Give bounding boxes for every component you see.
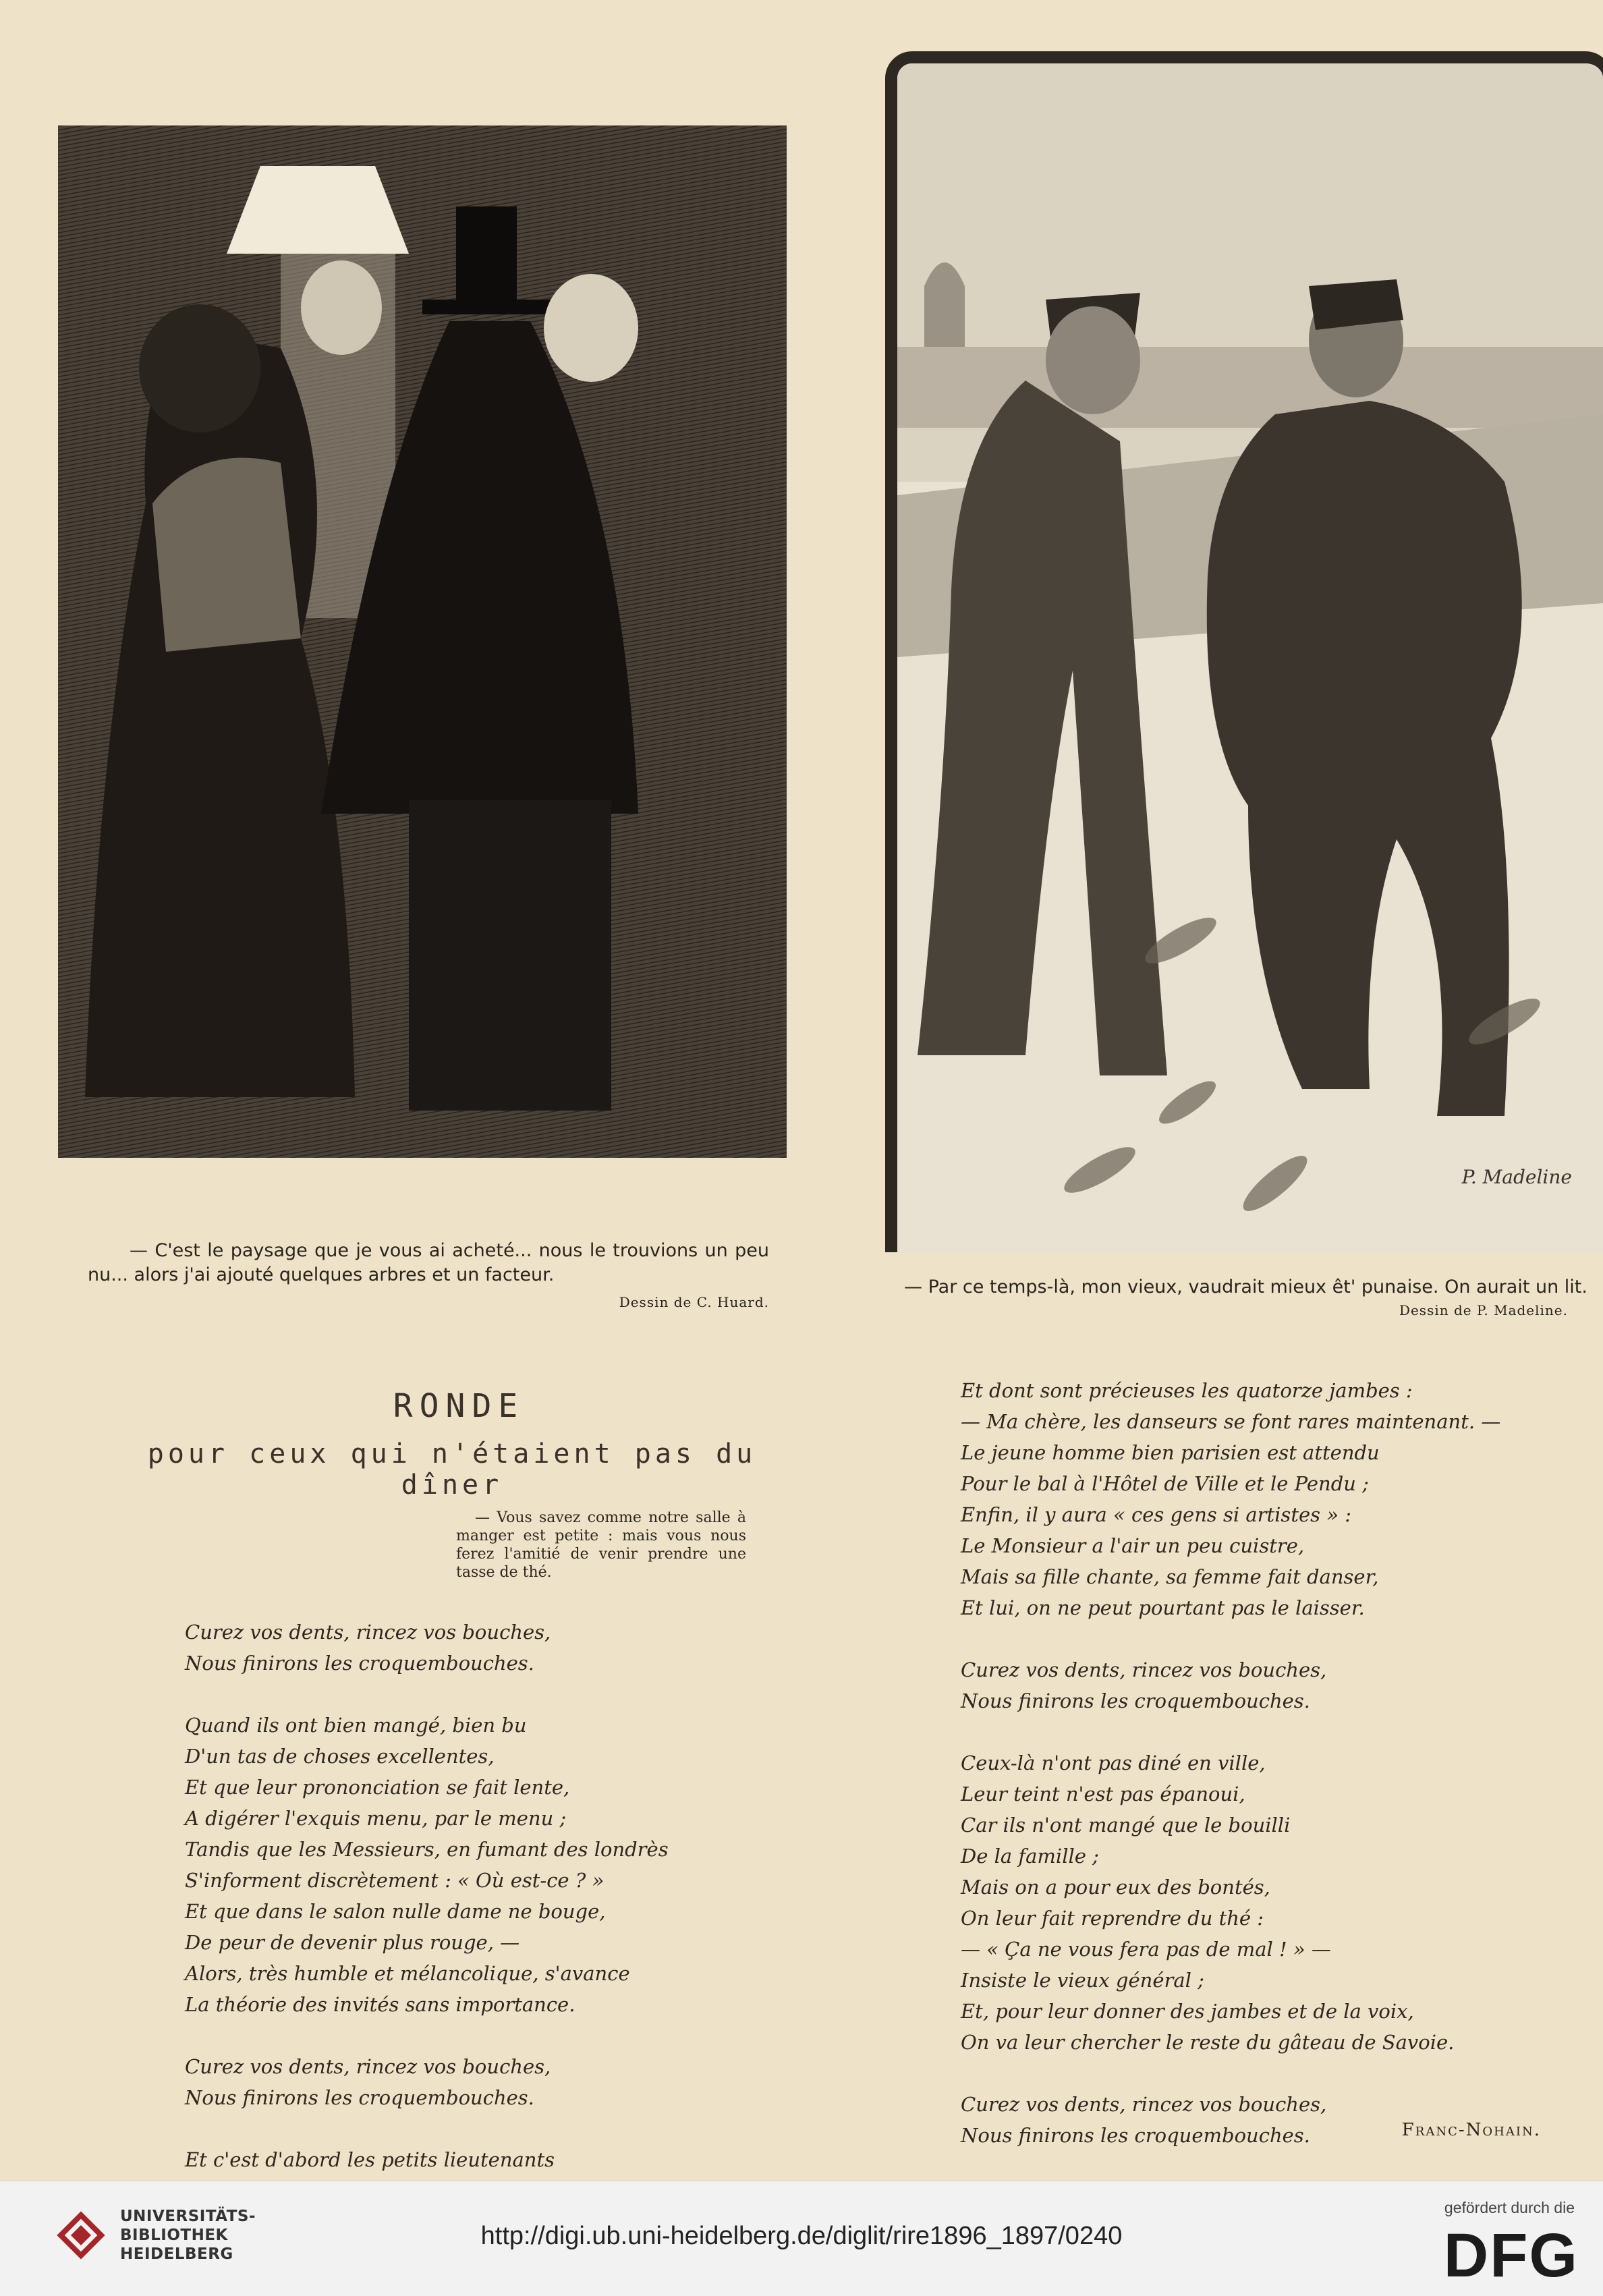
poem-stanza [185,2051,669,2113]
poem-line: Ceux-là n'ont pas diné en ville, [961,1752,1266,1774]
artist-signature-madeline: P. Madeline [1461,1166,1572,1188]
illustration-left-drawing [58,125,787,1158]
poem-line: Et lui, on ne peut pourtant pas le laisser. [961,1596,1365,1619]
poem-subtitle: pour ceux qui n'étaient pas du dîner [147,1438,757,1501]
poem-line: Tandis que les Messieurs, en fumant des londrès [185,1838,669,1861]
caption-right: — Par ce temps-là, mon vieux, vaudrait mieux êt' punaise. On aurait un lit. [904,1277,1587,1297]
poem-author: Franc-Nohain. [1401,2120,1541,2140]
poem-line: Mais on a pour eux des bontés, [961,1876,1270,1899]
illustration-right-madeline [885,51,1603,1252]
poem-line: Et dont sont précieuses les quatorze jambes : [961,1379,1413,1402]
library-name-line: HEIDELBERG [120,2245,233,2263]
poem-line: S'informent discrètement : « Où est-ce ? » [185,1869,604,1892]
poem-column-right [961,1375,1500,2182]
poem-line: Curez vos dents, rincez vos bouches, [185,1621,551,1644]
credit-right: Dessin de P. Madeline. [1399,1302,1568,1318]
library-name-line: BIBLIOTHEK [120,2227,228,2244]
poem-line: Enfin, il y aura « ces gens si artistes » : [961,1503,1351,1526]
poem-stanza [961,1654,1500,1716]
poem-line: Pour le bal à l'Hôtel de Ville et le Pendu ; [961,1472,1369,1495]
footer-bar [0,2181,1603,2296]
poem-line: Mais sa fille chante, sa femme fait danser, [961,1565,1379,1588]
poem-epigraph: — Vous savez comme notre salle à manger est petite : mais vous nous ferez l'amitié de venir prendre une tasse de thé. [456,1509,746,1581]
poem-title: RONDE [393,1387,525,1425]
poem-line: — Ma chère, les danseurs se font rares maintenant. — [961,1410,1501,1433]
library-name-line: UNIVERSITÄTS- [120,2208,256,2225]
poem-line: D'un tas de choses excellentes, [185,1745,495,1768]
poem-line: Le jeune homme bien parisien est attendu [961,1441,1380,1464]
poem-column-left [185,1617,669,2237]
poem-line: Curez vos dents, rincez vos bouches, [961,2093,1327,2116]
poem-line: Quand ils ont bien mangé, bien bu [185,1714,527,1737]
poem-line: Nous finirons les croquembouches. [961,1689,1310,1712]
poem-stanza [185,1710,669,2020]
poem-line: Et que leur prononciation se fait lente, [185,1776,570,1799]
poem-line: Et, pour leur donner des jambes et de la voix, [961,2000,1414,2023]
poem-line: De peur de devenir plus rouge, — [185,1931,520,1954]
funding-label: gefördert durch die [1444,2199,1575,2216]
poem-stanza [961,1375,1500,1623]
poem-line: Leur teint n'est pas épanoui, [961,1783,1245,1805]
poem-line: On va leur chercher le reste du gâteau de Savoie. [961,2031,1455,2054]
illustration-right-drawing [897,63,1603,1252]
poem-line: Nous finirons les croquembouches. [185,2086,534,2109]
poem-line: Le Monsieur a l'air un peu cuistre, [961,1534,1305,1557]
poem-line: De la famille ; [961,1845,1099,1868]
illustration-left-huard [58,125,787,1158]
poem-line: On leur fait reprendre du thé : [961,1907,1264,1930]
poem-line: Nous finirons les croquembouches. [961,2124,1310,2147]
poem-stanza [185,1617,669,1679]
poem-line: Curez vos dents, rincez vos bouches, [185,2055,551,2078]
poem-line: — « Ça ne vous fera pas de mal ! » — [961,1938,1331,1961]
poem-line: Et c'est d'abord les petits lieutenants [185,2148,555,2171]
poem-line: Curez vos dents, rincez vos bouches, [961,1658,1327,1681]
poem-line: A digérer l'exquis menu, par le menu ; [185,1807,567,1830]
poem-line: Car ils n'ont mangé que le bouilli [961,1814,1291,1837]
digital-copy-url[interactable]: http://digi.ub.uni-heidelberg.de/diglit/rire1896_1897/0240 [480,2222,1123,2250]
credit-left: Dessin de C. Huard. [619,1294,769,1310]
caption-left: — C'est le paysage que je vous ai acheté... nous le trouvions un peu nu... alors j'ai ajouté quelques arbres et un facteur. [88,1240,769,1285]
poem-line: Nous finirons les croquembouches. [185,1652,534,1675]
dfg-logo: DFG [1443,2221,1579,2290]
poem-line: Et que dans le salon nulle dame ne bouge, [185,1900,606,1923]
poem-line: La théorie des invités sans importance. [185,1993,575,2016]
poem-stanza [961,1747,1500,2058]
poem-line: Insiste le vieux général ; [961,1969,1204,1992]
poem-line: Alors, très humble et mélancolique, s'avance [185,1962,630,1985]
